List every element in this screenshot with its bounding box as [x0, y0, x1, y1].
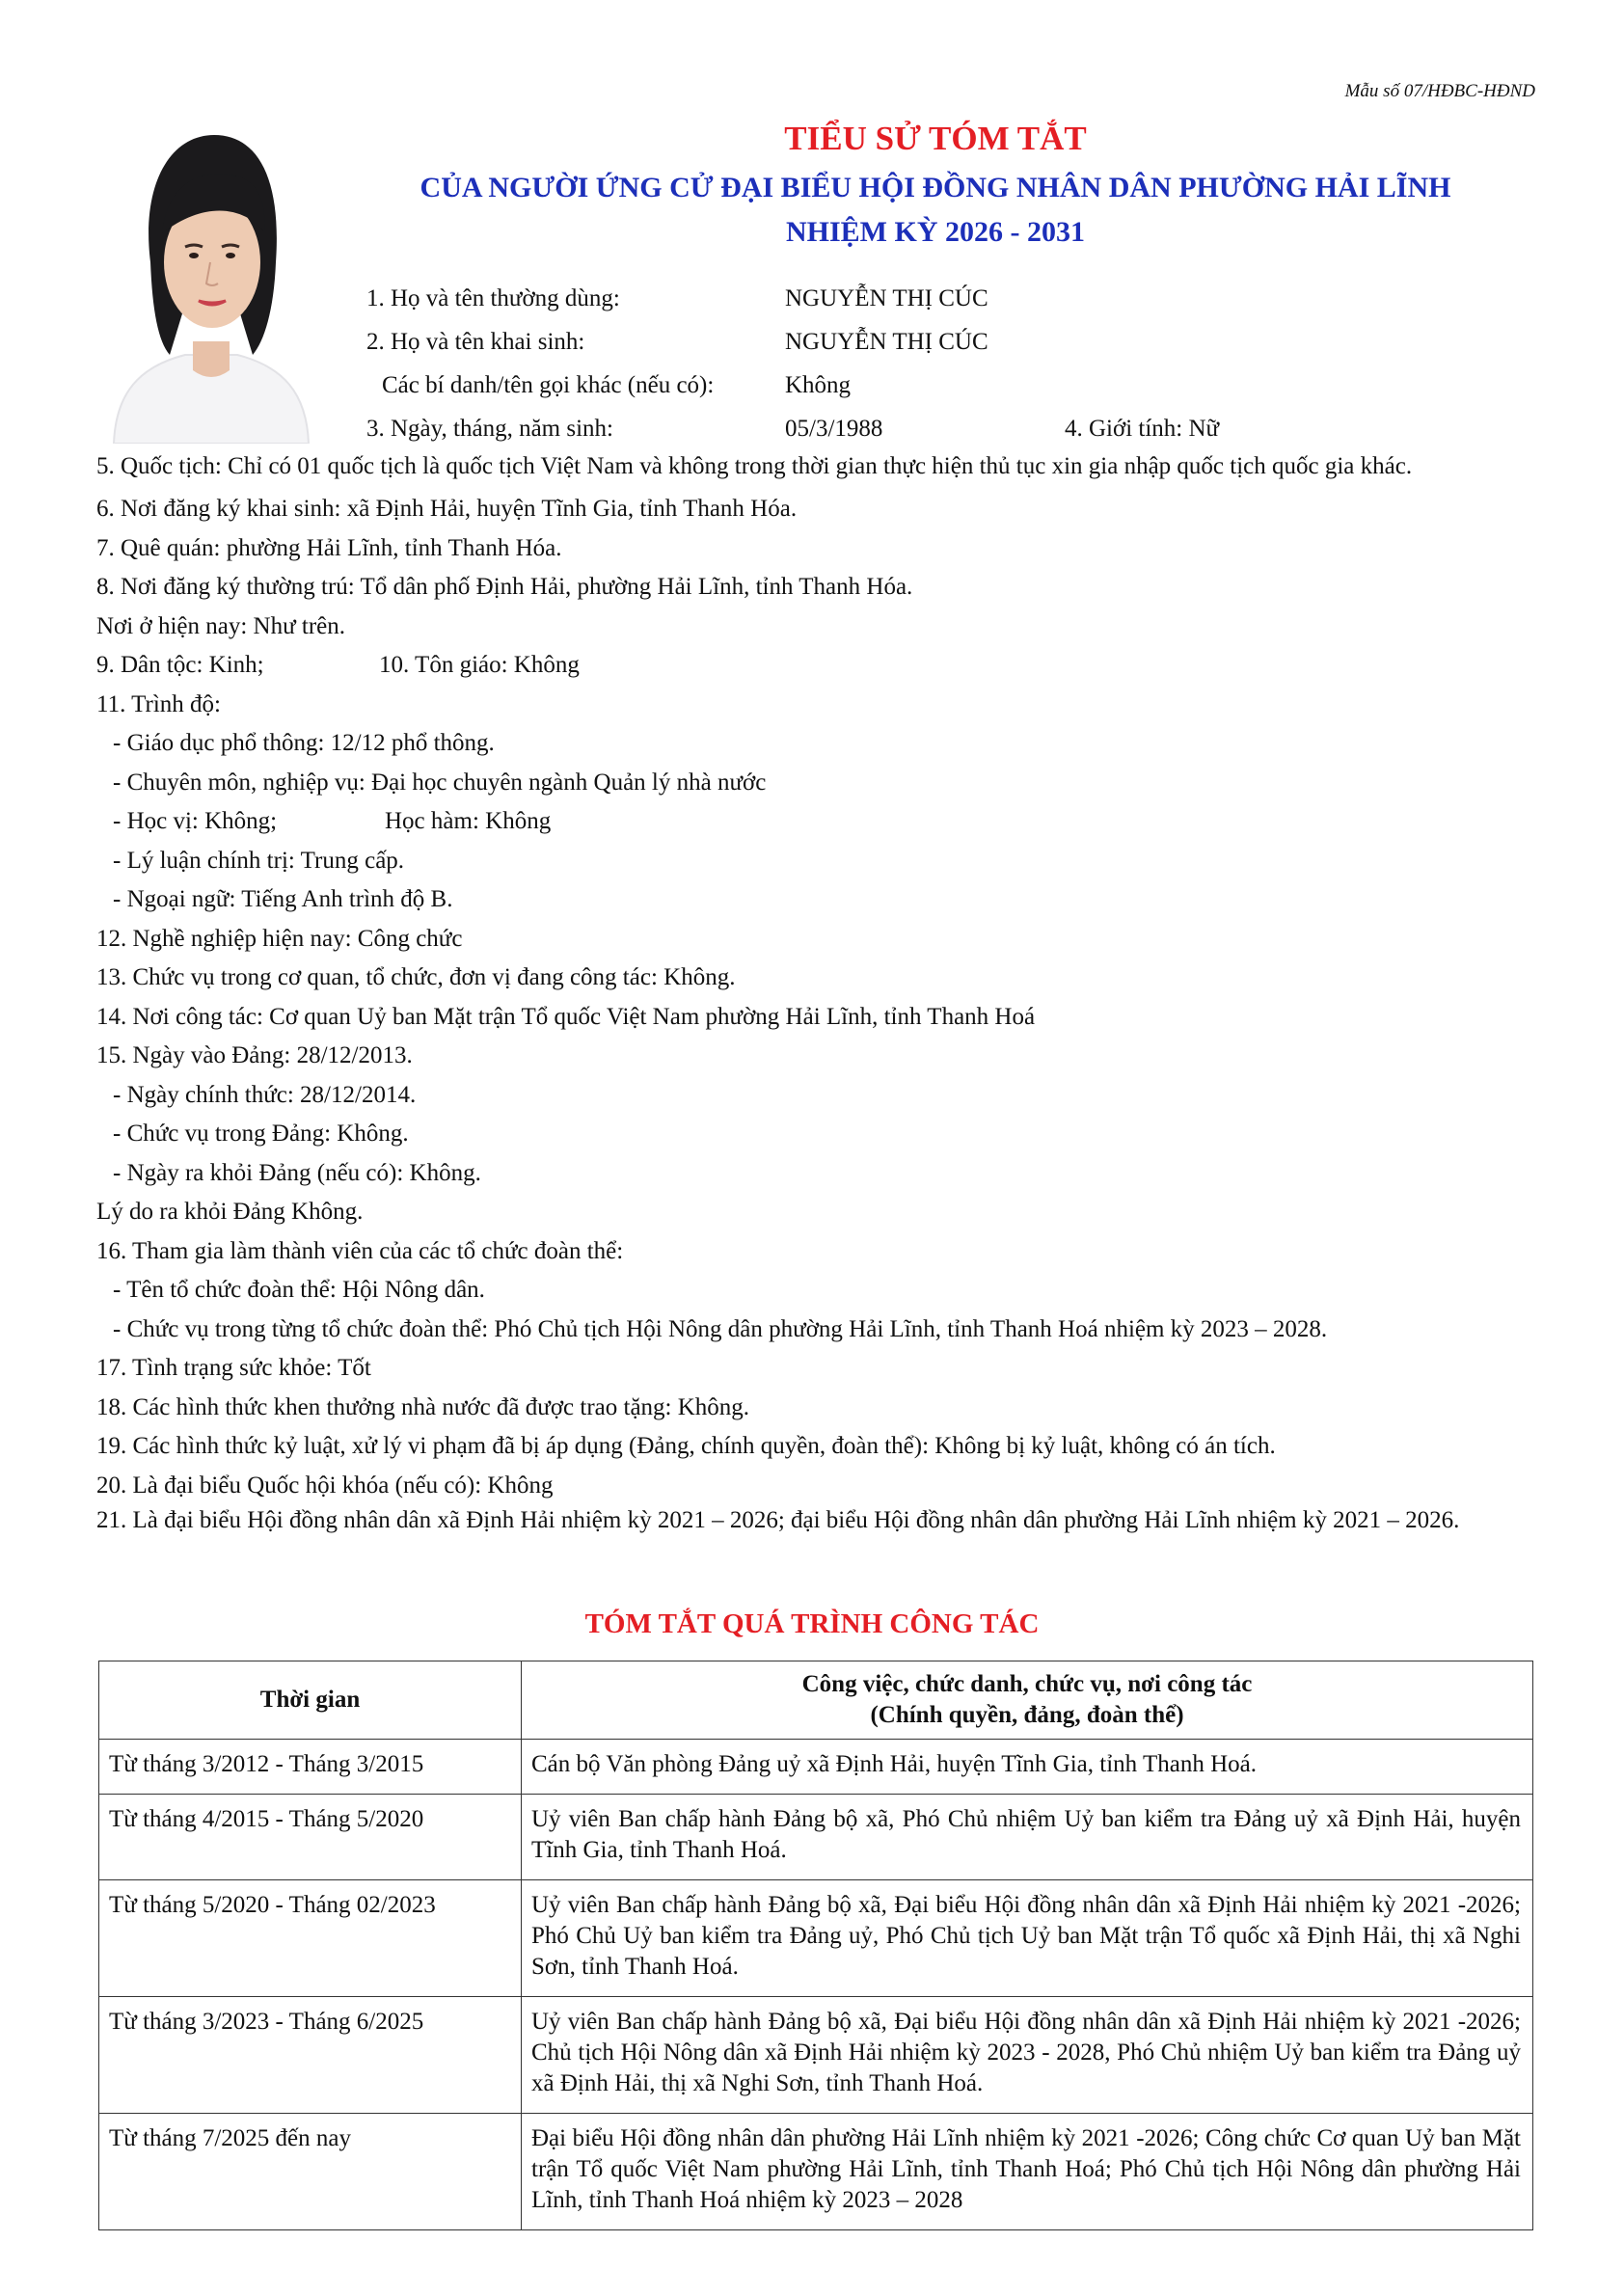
- document-subtitle: CỦA NGƯỜI ỨNG CỬ ĐẠI BIỂU HỘI ĐỒNG NHÂN DÂN PHƯỜNG HẢI LĨNH: [420, 172, 1451, 203]
- degree-row: [96, 802, 1528, 842]
- ethnicity-religion-row: [96, 646, 1528, 686]
- occupation-item: 12. Nghề nghiệp hiện nay: Công chức: [96, 925, 463, 952]
- organization-position-item: - Chức vụ trong từng tổ chức đoàn thể: Phó Chủ tịch Hội Nông dân phường Hải Lĩnh, tỉnh Thanh Hoá nhiệm kỳ 2023 – 2028.: [113, 1315, 1328, 1342]
- biography-details: [96, 451, 1528, 1544]
- party-position-item: - Chức vụ trong Đảng: Không.: [113, 1121, 409, 1147]
- party-leave-item: - Ngày ra khỏi Đảng (nếu có): Không.: [113, 1159, 481, 1186]
- religion-item: 10. Tôn giáo: Không: [379, 652, 580, 678]
- work-history-table: [98, 1661, 1533, 2230]
- table-row: [99, 1880, 1533, 1997]
- party-leave-reason-item: Lý do ra khỏi Đảng Không.: [96, 1199, 364, 1225]
- table-row: [99, 2114, 1533, 2230]
- party-official-item: - Ngày chính thức: 28/12/2014.: [113, 1081, 417, 1108]
- row-time: Từ tháng 4/2015 - Tháng 5/2020: [99, 1795, 522, 1880]
- workplace-item: 14. Nơi công tác: Cơ quan Uỷ ban Mặt trận Tổ quốc Việt Nam phường Hải Lĩnh, tỉnh Thanh Hoá: [96, 1003, 1036, 1030]
- name-label: 1. Họ và tên thường dùng:: [366, 285, 620, 311]
- header-description-line2: (Chính quyền, đảng, đoàn thể): [870, 1702, 1184, 1728]
- name-value: NGUYỄN THỊ CÚC: [785, 285, 988, 311]
- gender-value: 4. Giới tính: Nữ: [1065, 416, 1220, 442]
- dob-label: 3. Ngày, tháng, năm sinh:: [366, 416, 613, 442]
- table-row: [99, 1997, 1533, 2114]
- political-theory-item: - Lý luận chính trị: Trung cấp.: [113, 847, 405, 874]
- row-time: Từ tháng 7/2025 đến nay: [99, 2114, 522, 2230]
- awards-item: 18. Các hình thức khen thưởng nhà nước đã được trao tặng: Không.: [96, 1393, 750, 1420]
- row-time: Từ tháng 3/2012 - Tháng 3/2015: [99, 1740, 522, 1795]
- row-time: Từ tháng 5/2020 - Tháng 02/2023: [99, 1880, 522, 1997]
- row-time: Từ tháng 3/2023 - Tháng 6/2025: [99, 1997, 522, 2114]
- row-description: Uỷ viên Ban chấp hành Đảng bộ xã, Phó Chủ nhiệm Uỷ ban kiểm tra Đảng uỷ xã Định Hải, huyện Tĩnh Gia, tỉnh Thanh Hoá.: [522, 1795, 1533, 1880]
- current-address-item: Nơi ở hiện nay: Như trên.: [96, 612, 345, 639]
- form-number: Mẫu số 07/HĐBC-HĐND: [1344, 81, 1535, 101]
- document-title: TIỂU SỬ TÓM TẮT: [784, 120, 1087, 157]
- residence-item: 8. Nơi đăng ký thường trú: Tổ dân phố Định Hải, phường Hải Lĩnh, tỉnh Thanh Hóa.: [96, 574, 913, 600]
- position-item: 13. Chức vụ trong cơ quan, tổ chức, đơn vị đang công tác: Không.: [96, 964, 736, 990]
- alias-label: Các bí danh/tên gọi khác (nếu có):: [382, 372, 715, 398]
- alias-value: Không: [785, 372, 852, 398]
- organization-name-item: - Tên tổ chức đoàn thể: Hội Nông dân.: [113, 1277, 485, 1303]
- national-assembly-item: 20. Là đại biểu Quốc hội khóa (nếu có): Không: [96, 1472, 554, 1499]
- birth-name-label: 2. Họ và tên khai sinh:: [366, 329, 585, 355]
- birth-name-value: NGUYỄN THỊ CÚC: [785, 329, 988, 355]
- discipline-item: 19. Các hình thức kỷ luật, xử lý vi phạm đã bị áp dụng (Đảng, chính quyền, đoàn thể): Không bị kỷ luật, không có án tích.: [96, 1433, 1276, 1459]
- row-description: Uỷ viên Ban chấp hành Đảng bộ xã, Đại biểu Hội đồng nhân dân xã Định Hải nhiệm kỳ 2021 -2026; Phó Chủ Uỷ ban kiểm tra Đảng uỷ, Phó Chủ tịch Uỷ ban Mặt trận Tổ quốc xã Định Hải, thị xã Nghi Sơn, tỉnh Thanh Hoá.: [522, 1880, 1533, 1997]
- party-join-item: 15. Ngày vào Đảng: 28/12/2013.: [96, 1042, 413, 1068]
- specialty-item: - Chuyên môn, nghiệp vụ: Đại học chuyên ngành Quản lý nhà nước: [113, 769, 767, 796]
- dob-value: 05/3/1988: [785, 416, 883, 442]
- row-description: Uỷ viên Ban chấp hành Đảng bộ xã, Đại biểu Hội đồng nhân dân xã Định Hải nhiệm kỳ 2021 -2026; Chủ tịch Hội Nông dân xã Định Hải nhiệm kỳ 2023 - 2028, Phó Chủ nhiệm Uỷ ban kiểm tra Đảng uỷ xã Định Hải, thị xã Nghi Sơn, tỉnh Thanh Hoá.: [522, 1997, 1533, 2114]
- council-deputy-item: 21. Là đại biểu Hội đồng nhân dân xã Định Hải nhiệm kỳ 2021 – 2026; đại biểu Hội đồng nhân dân phường Hải Lĩnh nhiệm kỳ 2021 – 2026.: [96, 1507, 1460, 1533]
- header-time: Thời gian: [99, 1661, 522, 1740]
- birth-registration-item: 6. Nơi đăng ký khai sinh: xã Định Hải, huyện Tĩnh Gia, tỉnh Thanh Hóa.: [96, 496, 798, 522]
- table-row: [99, 1740, 1533, 1795]
- candidate-portrait-photo: [96, 118, 326, 444]
- hometown-item: 7. Quê quán: phường Hải Lĩnh, tỉnh Thanh Hóa.: [96, 534, 562, 561]
- health-item: 17. Tình trạng sức khỏe: Tốt: [96, 1355, 371, 1381]
- header-description-line1: Công việc, chức danh, chức vụ, nơi công tác: [801, 1671, 1253, 1697]
- row-description: Đại biểu Hội đồng nhân dân phường Hải Lĩnh nhiệm kỳ 2021 -2026; Công chức Cơ quan Uỷ ban Mặt trận Tổ quốc Việt Nam phường Hải Lĩnh, tỉnh Thanh Hoá; Phó Chủ tịch Hội Nông dân phường Hải Lĩnh, tỉnh Thanh Hoá nhiệm kỳ 2023 – 2028: [522, 2114, 1533, 2230]
- row-description: Cán bộ Văn phòng Đảng uỷ xã Định Hải, huyện Tĩnh Gia, tỉnh Thanh Hoá.: [522, 1740, 1533, 1795]
- header-description: [522, 1661, 1533, 1740]
- general-education-item: - Giáo dục phổ thông: 12/12 phổ thông.: [113, 730, 495, 756]
- education-heading: 11. Trình độ:: [96, 690, 221, 717]
- ethnicity-item: 9. Dân tộc: Kinh;: [96, 652, 264, 678]
- degree-item: - Học vị: Không;: [113, 808, 278, 834]
- term-title: NHIỆM KỲ 2026 - 2031: [786, 216, 1085, 248]
- organizations-heading: 16. Tham gia làm thành viên của các tổ chức đoàn thể:: [96, 1237, 624, 1264]
- table-row: [99, 1795, 1533, 1880]
- academic-title-item: Học hàm: Không: [385, 808, 552, 834]
- nationality-item: 5. Quốc tịch: Chỉ có 01 quốc tịch là quốc tịch Việt Nam và không trong thời gian thực hiện thủ tục xin gia nhập quốc tịch quốc gia khác.: [96, 453, 1413, 479]
- foreign-language-item: - Ngoại ngữ: Tiếng Anh trình độ B.: [113, 886, 453, 912]
- table-header-row: [99, 1661, 1533, 1740]
- work-history-title: TÓM TẮT QUÁ TRÌNH CÔNG TÁC: [584, 1608, 1040, 1639]
